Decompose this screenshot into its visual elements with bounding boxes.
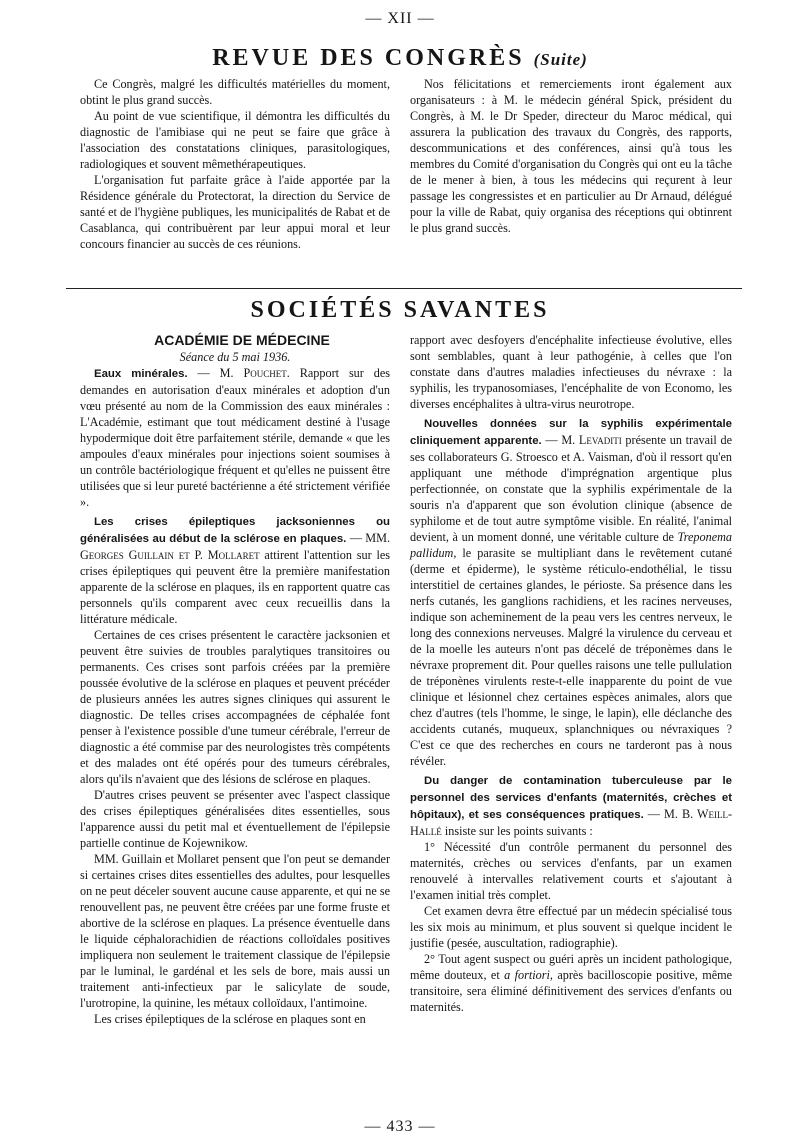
article-eaux: Eaux minérales. — M. Pouchet. Rapport sur des demandes en autorisation d'eaux minérales et adoption d'un vœu présenté au nom de la Commission des eaux minérales : L'Académie, estimant que tout médicament destiné à l'usage hypodermique doit être parfaitement stérile, demande « que les ampoules d'eaux minérales pour injections soient soumises à un contrôle bactériologique fréquent et qu'elles ne puissent être utilisées que si leur pureté bactérienne a été strictement vérifiée ». [80, 366, 391, 509]
article-text: présente un travail de ses collaborateurs G. Stroesco et A. Vaisman, d'où il ressort qu'en appliquant une méthode d'imprégnation argentique plus perfectionnée, on constate que la syphilis expérimentale de la souris n'a d'apparent que son évolution clinique (absence de syphilome et de tout autre symptôme visible. En réalité, l'animal devient, à un moment donné, une véritable culture de [410, 433, 732, 544]
article-heading: Eaux minérales. [94, 368, 188, 380]
session-date: Séance du 5 mai 1936. [179, 350, 291, 364]
revue-paragraph: Nos félicitations et remerciements iront également aux organisateurs : à M. le médecin général Spick, président du Congrès, à M. le Dr Speder, directeur du Maroc médical, qui assurera la publication des travaux du Congrès, des rapports, descommunications et des conférences, ainsi qu'à tous les membres du Comité d'organisation du Congrès qui ont eu la tâche de le mener à bien, à tous les médecins qui reçurent à leur passage les congressistes et en particulier au Dr Arnaud, délégué pour la ville de Rabat, quiy organisa des réceptions qui obtinrent le plus grand succès. [410, 77, 732, 235]
article-text: attirent l'attention sur les crises épileptiques qui peuvent être la première manifestation apparente de la sclérose en plaques, ils en rapportent quatre cas personnels qu'ils comparent avec ceux recueillis dans la littérature médicale. [80, 548, 391, 626]
revue-paragraph: Au point de vue scientifique, il démontra les difficultés du diagnostic de l'amibiase qui ne peut se faire que grâce à l'association des constatations cliniques, parasitologiques, radiologiques et souvent mêmethérapeutiques. [80, 109, 390, 171]
article-italic: a fortiori, [504, 968, 553, 982]
societes-left-column [80, 332, 390, 1027]
article-heading: Nouvelles données sur la syphilis expérimentale cliniquement apparente. [410, 418, 732, 447]
page-folio-bottom: — 433 — [364, 1118, 436, 1135]
article-author: M. B. Weill-Hallé [410, 807, 733, 838]
academy-heading: ACADÉMIE DE MÉDECINE [154, 332, 330, 348]
section-title-revue [0, 46, 800, 70]
revue-title-suffix: (Suite) [533, 50, 588, 69]
article-italic: Treponema pallidum, [410, 530, 733, 560]
article-danger: Du danger de contamination tuberculeuse par le personnel des services d'enfants (maternités, crèches et hôpitaux), et ses conséquences pratiques. — M. B. Weill-Hallé insiste sur les points suivants : [410, 775, 733, 838]
article-crises: Les crises épileptiques jacksoniennes ou généralisées au début de la sclérose en plaques. — MM. Georges Guillain et P. Mollaret attirent l'attention sur les crises épileptiques qui peuvent être la première manifestation apparente de la sclérose en plaques, ils en rapportent quatre cas personnels qu'ils comparent avec ceux recueillis dans la littérature médicale. [80, 516, 391, 626]
article-syphilis: Nouvelles données sur la syphilis expérimentale cliniquement apparente. — M. Levaditi présente un travail de ses collaborateurs G. Stroesco et A. Vaisman, d'où il ressort qu'en appliquant une méthode d'imprégnation argentique plus perfectionnée, on constate que la syphilis expérimentale de la souris n'a d'apparent que son évolution clinique (absence de syphilome et de tout autre symptôme visible. En réalité, l'animal devient, à un moment donné, une véritable culture de Treponema pallidum, le parasite se multipliant dans le revêtement cutané (derme et épiderme), le système réticulo-endothélial, le tissu interstitiel de certaines glandes, le périoste. Sa présence dans les nerfs cutanés, les ganglions rachidiens, et les racines nerveuses, indique son acheminement de la peau vers les centres nerveux, le long des connexions nerveuses. Malgré la virulence du cerveau et de la moelle les auteurs n'ont pas décelé de tréponèmes dans le névraxe proprement dit. Pour quelles raisons une telle pullulation de tréponènes virulents reste-t-elle inapparente du point de vue clinique et lésionnel chez certaines espèces animales, alors que chez d'autres (tels l'homme, le singe, le lapin), elle déclanche des accidents cutanés, muqueux, splanchniques ou névraxiques ? C'est ce que des recherches en cours ne tarderont pas à nous révéler. [410, 418, 733, 768]
article-point-2 [410, 951, 732, 1015]
article-text: Rapport sur des demandes en autorisation d'eaux minérales et adoption d'un vœu présenté au nom de la Commission des eaux minérales : L'Académie, estimant que tout médicament destiné à l'usage hypodermique doit être parfaitement stérile, demande « que les ampoules d'eaux minérales pour injections soient soumises à un contrôle bactériologique fréquent et qu'elles ne puissent être utilisées que si leur pureté bactérienne a été strictement vérifiée ». [80, 366, 391, 509]
article-paragraph: MM. Guillain et Mollaret pensent que l'on peut se demander si certaines crises dites essentielles des adultes, pour lesquelles on ne peut déceler souvent aucune cause apparente, et qui ne se renouvellent pas, ne peuvent être créées par une forme fruste et abortive de la sclérose en plaques. La présence éventuelle dans le liquide céphalorachidien de réactions colloïdales positives impliquera non seulement le traitement classique de l'épilepsie par le luminal, le gardénal et les sels de bore, mais aussi un traitement anti-infectieux par le salicylate de soude, l'urotropine, la quinine, les métaux colloïdaux, l'antimoine. [80, 852, 390, 1010]
revue-paragraph: Ce Congrès, malgré les difficultés matérielles du moment, obtint le plus grand succès. [80, 77, 390, 107]
article-author: MM. Georges Guillain et P. Mollaret [80, 531, 391, 562]
article-text: 2° Tout agent suspect ou guéri après un incident pathologique, même douteux, et [410, 952, 732, 982]
article-paragraph: 1° Nécessité d'un contrôle permanent du personnel des maternités, crèches ou services d'enfants, par un examen renouvelé à intervalles relativement courts et s'ajoutant à l'examen initial très complet. [410, 840, 732, 902]
article-paragraph: D'autres crises peuvent se présenter avec l'aspect classique des crises épileptiques généralisées dites essentielles, sous l'apparence aussi du petit mal et éventuellement de l'épilepsie partielle continue de Kojewnikow. [80, 788, 390, 850]
article-text: après bacilloscopie positive, même transitoire, sera éliminé définitivement des services d'enfants ou maternités. [410, 968, 733, 1014]
article-paragraph: rapport avec desfoyers d'encéphalite infectieuse évolutive, elles sont semblables, quant à leur pathogénie, à celles que l'on constate dans d'autres maladies infectieuses du névraxe : la syphilis, les trypanosomiases, l'encéphalite de von Economo, les diverses encéphalites à ultra-virus neurotrope. [410, 333, 732, 411]
section-divider [66, 288, 742, 289]
revue-paragraph: L'organisation fut parfaite grâce à l'aide apportée par la Résidence générale du Protectorat, la direction du Service de santé et de l'hygiène publiques, les municipalités de Rabat et de Casablanca, qui contribuèrent par leur appui moral et leur concours financier au succès de ces réunions. [80, 173, 390, 251]
page-folio-top: — XII — [365, 10, 435, 27]
article-paragraph: Certaines de ces crises présentent le caractère jacksonien et peuvent être suivies de troubles paralytiques transitoires ou permanents. Ces crises sont parfois créées par la première poussée évolutive de la sclérose en plaques et peuvent précéder de plusieurs années les autres signes cliniques qui assurent le diagnostic. De telles crises accompagnées de céphalée font penser à l'existence possible d'une tumeur cérébrale, l'erreur de diagnostic a été commise par des neurologistes très compétents et des malades ont été opérés pour des tumeurs cérébrales, alors qu'ils n'avaient que des lésions de sclérose en plaques. [80, 628, 390, 786]
article-text: insiste sur les points suivants : [444, 824, 593, 838]
section-title-societes: SOCIÉTÉS SAVANTES [250, 297, 550, 323]
revue-right-column [410, 76, 732, 236]
article-paragraph: Cet examen devra être effectué par un médecin spécialisé tous les six mois au minimum, et plus souvent si quelque incident le justifie (pesée, auscultation, radiographie). [410, 904, 732, 950]
article-heading: Du danger de contamination tuberculeuse par le personnel des services d'enfants (maternités, crèches et hôpitaux), et ses conséquences pratiques. [410, 775, 732, 821]
societes-right-column [410, 332, 732, 1015]
article-author: M. Levaditi [561, 433, 622, 447]
article-paragraph: Les crises épileptiques de la sclérose en plaques sont en [94, 1012, 366, 1026]
article-text: le parasite se multipliant dans le revêtement cutané (derme et épiderme), le système réticulo-endothélial, le tissu interstitiel de certaines glandes, le périoste. Sa présence dans les nerfs cutanés, les ganglions rachidiens, et les racines nerveuses, indique son acheminement de la peau vers les centres nerveux, le long des connexions nerveuses. Malgré la virulence du cerveau et de la moelle les auteurs n'ont pas décelé de tréponèmes dans le névraxe proprement dit. Pour quelles raisons une telle pullulation de tréponènes virulents reste-t-elle inapparente du point de vue clinique et lésionnel chez certaines espèces animales, alors que chez d'autres (tels l'homme, le singe, le lapin), elle déclanche des accidents cutanés, muqueux, splanchniques ou névraxiques ? C'est ce que des recherches en cours ne tarderont pas à nous révéler. [410, 546, 733, 768]
revue-title: REVUE DES CONGRÈS [212, 45, 525, 71]
article-heading: Les crises épileptiques jacksoniennes ou généralisées au début de la sclérose en plaques. [80, 516, 390, 545]
revue-left-column [80, 76, 390, 252]
article-author: M. Pouchet. [219, 366, 290, 380]
